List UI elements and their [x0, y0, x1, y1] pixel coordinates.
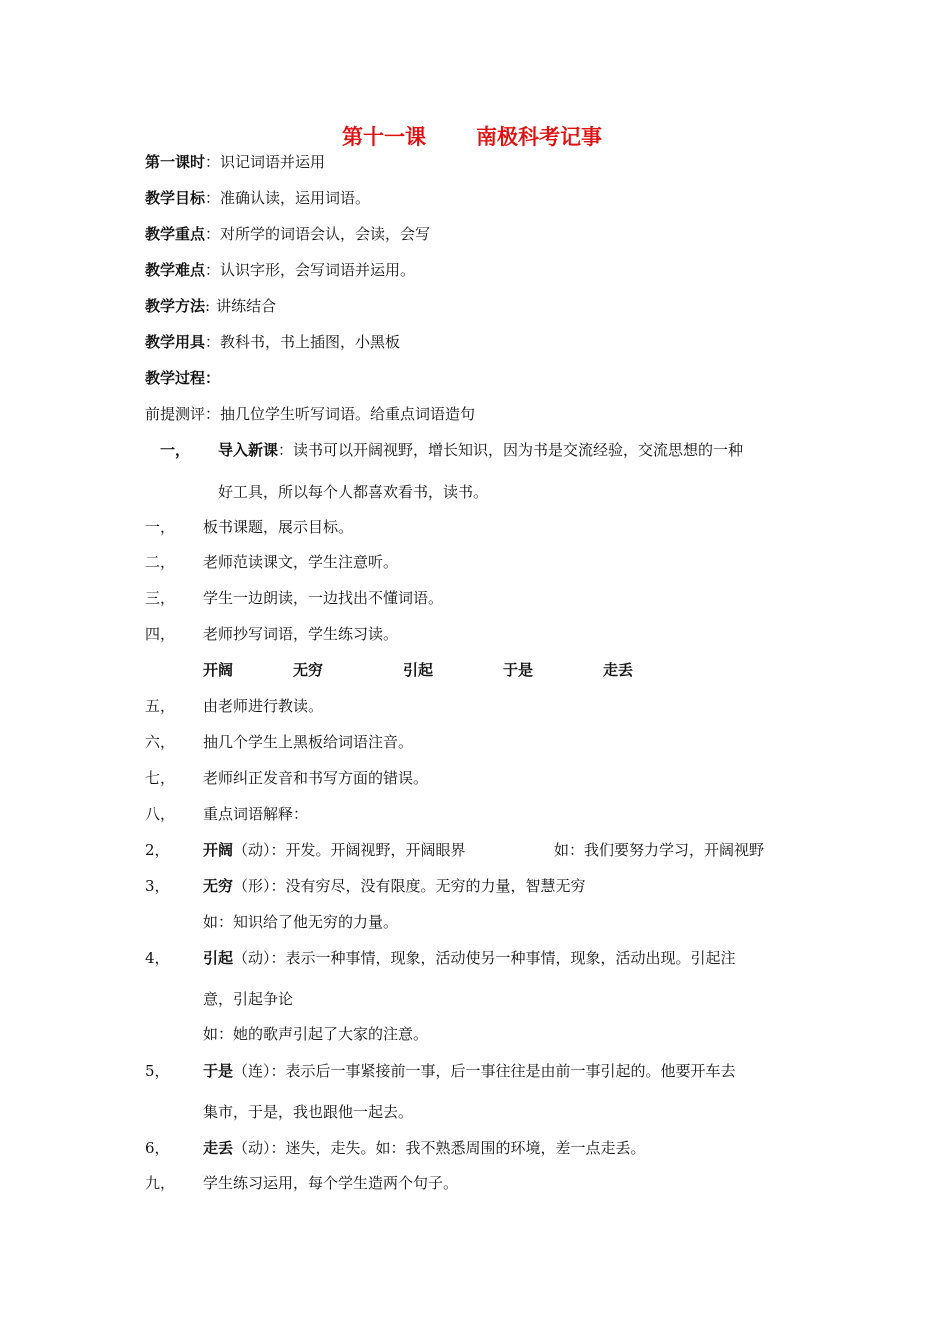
vocab-word: 走丢 [603, 661, 634, 679]
step-text: 板书课题，展示目标。 [203, 518, 354, 536]
intro-line [218, 440, 743, 460]
header-sep: ： [205, 333, 221, 351]
header-sep: : [205, 297, 211, 315]
header-label: 教学重点 [145, 225, 206, 243]
step-text: 老师抄写词语，学生练习读。 [203, 625, 399, 643]
step-number: 九， [145, 1174, 176, 1192]
def-text: （形）：没有穷尽，没有限度。无穷的力量，智慧无穷 [233, 877, 586, 895]
header-text: 准确认读，运用词语。 [220, 189, 371, 207]
def-line [203, 840, 466, 860]
def-example: 如：知识给了他无穷的力量。 [203, 913, 399, 931]
def-word: 于是 [203, 1062, 234, 1080]
intro-continuation: 好工具，所以每个人都喜欢看书，读书。 [218, 483, 489, 501]
header-label: 第一课时 [145, 153, 206, 171]
header-sep: ： [205, 189, 221, 207]
def-word: 开阔 [203, 841, 234, 859]
intro-text: ：读书可以开阔视野，增长知识，因为书是交流经验，交流思想的一种 [278, 441, 744, 459]
def-example: 如：我们要努力学习，开阔视野 [554, 841, 765, 859]
def-continuation: 意，引起争论 [203, 990, 294, 1008]
step-text: 重点词语解释： [203, 805, 309, 823]
header-text: 讲练结合 [216, 297, 277, 315]
header-line [145, 152, 325, 172]
step-number: 五， [145, 697, 176, 715]
vocab-word: 引起 [403, 661, 434, 679]
def-number: 6， [145, 1139, 170, 1157]
step-text: 学生练习运用，每个学生造两个句子。 [203, 1174, 459, 1192]
vocab-word: 无穷 [293, 661, 324, 679]
def-word: 走丢 [203, 1139, 234, 1157]
def-line [203, 876, 586, 896]
def-text: （动）：开发。开阔视野，开阔眼界 [233, 841, 466, 859]
header-line [145, 296, 276, 316]
step-text: 老师纠正发音和书写方面的错误。 [203, 769, 429, 787]
step-text: 抽几个学生上黑板给词语注音。 [203, 733, 414, 751]
step-number: 三， [145, 589, 176, 607]
header-text: 对所学的词语会认，会读，会写 [220, 225, 431, 243]
def-number: 5， [145, 1062, 170, 1080]
header-sep: ： [205, 225, 221, 243]
intro-number: 一， [160, 441, 191, 459]
def-text: （动）：迷失，走失。如：我不熟悉周围的环境，差一点走丢。 [233, 1139, 646, 1157]
step-number: 七， [145, 769, 176, 787]
header-line [145, 188, 370, 208]
def-line [203, 1061, 736, 1081]
def-number: 4， [145, 949, 170, 967]
header-label: 教学目标 [145, 189, 206, 207]
header-sep: ： [205, 261, 221, 279]
header-line [145, 332, 400, 352]
pretest-line: 前提测评：抽几位学生听写词语。给重点词语造句 [145, 405, 476, 423]
step-number: 四， [145, 625, 176, 643]
header-text: 认识字形，会写词语并运用。 [220, 261, 416, 279]
def-number: 3， [145, 877, 170, 895]
step-number: 八， [145, 805, 176, 823]
step-number: 六， [145, 733, 176, 751]
vocab-word: 于是 [503, 661, 534, 679]
def-example: 如：她的歌声引起了大家的注意。 [203, 1025, 429, 1043]
header-line [145, 260, 415, 280]
header-line [145, 224, 430, 244]
def-word: 无穷 [203, 877, 234, 895]
header-label: 教学用具 [145, 333, 206, 351]
step-number: 一， [145, 518, 176, 536]
header-text: 识记词语并运用 [220, 153, 326, 171]
def-line [203, 1138, 646, 1158]
step-number: 二， [145, 553, 176, 571]
header-sep: ： [205, 369, 221, 387]
step-text: 老师范读课文，学生注意听。 [203, 553, 399, 571]
intro-label: 导入新课 [218, 441, 279, 459]
def-continuation: 集市，于是，我也跟他一起去。 [203, 1103, 414, 1121]
def-text: （动）：表示一种事情，现象，活动使另一种事情，现象，活动出现。引起注 [233, 949, 736, 967]
step-text: 由老师进行教读。 [203, 697, 324, 715]
lesson-title: 南极科考记事 [476, 125, 602, 149]
header-line [145, 368, 220, 388]
def-text: （连）：表示后一事紧接前一事，后一事往往是由前一事引起的。他要开车去 [233, 1062, 736, 1080]
header-text: 教科书，书上插图，小黑板 [220, 333, 401, 351]
lesson-number: 第十一课 [342, 125, 426, 149]
header-label: 教学过程 [145, 369, 206, 387]
vocab-word: 开阔 [203, 661, 234, 679]
header-label: 教学方法 [145, 297, 206, 315]
def-number: 2， [145, 841, 170, 859]
header-sep: ： [205, 153, 221, 171]
def-line [203, 948, 736, 968]
step-text: 学生一边朗读，一边找出不懂词语。 [203, 589, 444, 607]
def-word: 引起 [203, 949, 234, 967]
header-label: 教学难点 [145, 261, 206, 279]
